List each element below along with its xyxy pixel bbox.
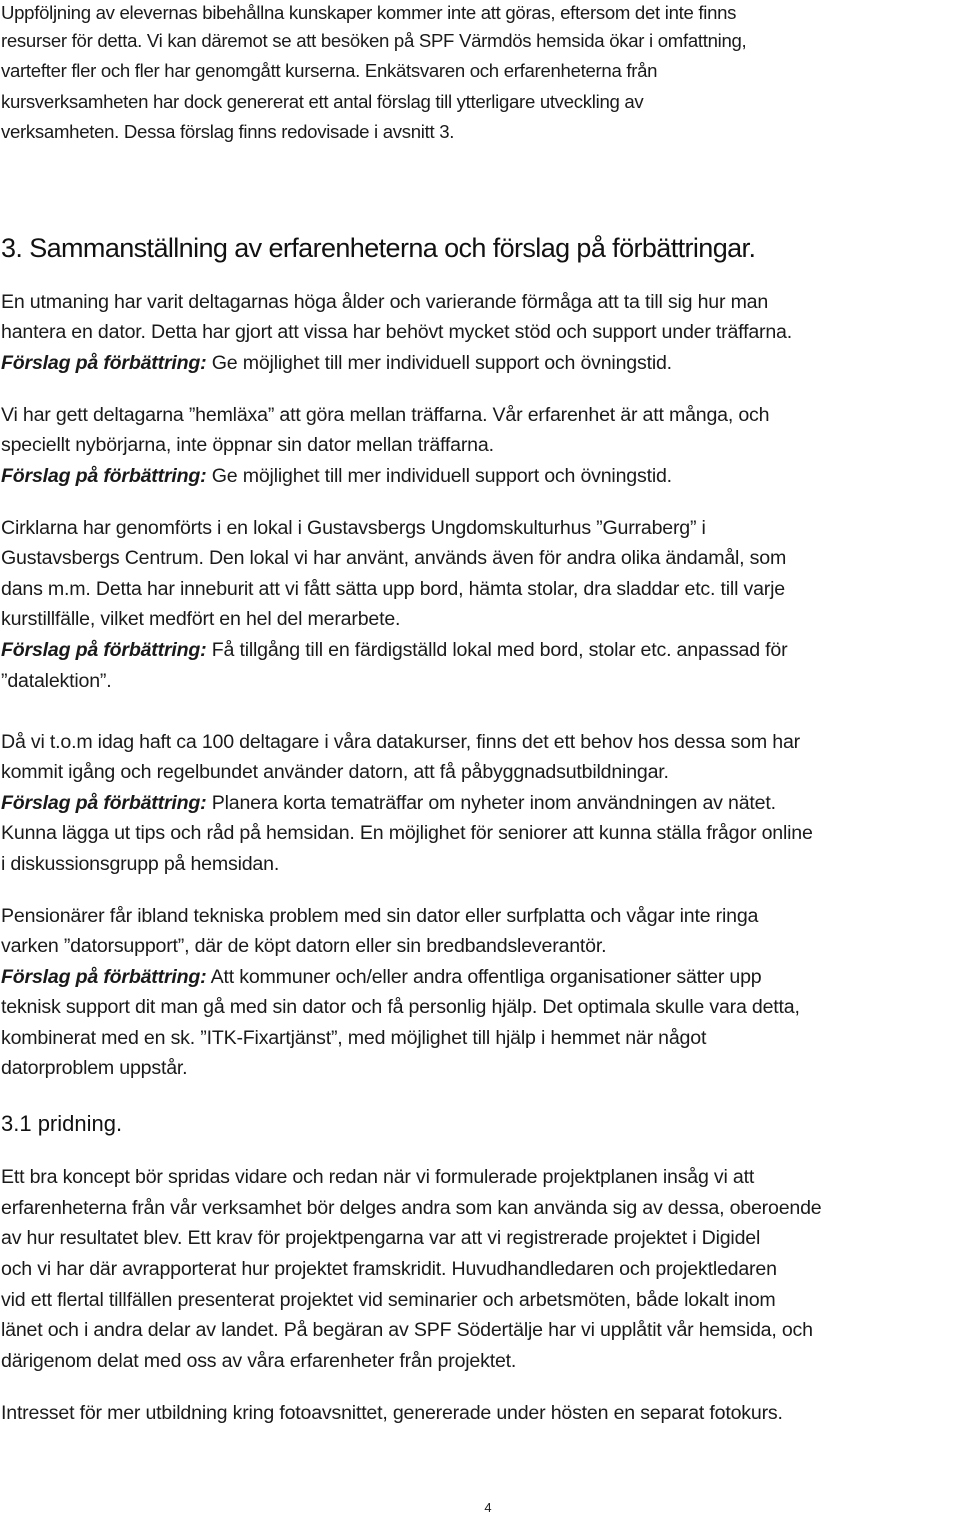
suggestion-label: Förslag på förbättring:: [1, 639, 207, 661]
suggestion-text: Ge möjlighet till mer individuell support och övningstid.: [206, 352, 672, 374]
suggestion-line: [1, 637, 787, 663]
suggestion-line: [1, 790, 776, 816]
suggestion-text: Få tillgång till en färdigställd lokal med bord, stolar etc. anpassad för: [206, 639, 788, 661]
suggestion-label: Förslag på förbättring:: [1, 352, 207, 374]
text-line: kursverksamheten har dock genererat ett antal förslag till ytterligare utveckling av: [1, 91, 644, 112]
suggestion-text: Ge möjlighet till mer individuell support och övningstid.: [206, 465, 672, 487]
text-line: Uppföljning av elevernas bibehållna kunskaper kommer inte att göras, eftersom det inte finns: [1, 2, 737, 23]
closing-paragraph: Intresset för mer utbildning kring fotoavsnittet, genererade under hösten en separat fotokurs.: [1, 1402, 783, 1424]
text-line: Ett bra koncept bör spridas vidare och redan när vi formulerade projektplanen insåg vi att: [1, 1166, 755, 1188]
text-line: En utmaning har varit deltagarnas höga ålder och varierande förmåga att ta till sig hur man: [1, 291, 769, 313]
text-line: hantera en dator. Detta har gjort att vissa har behövt mycket stöd och support under träffarna.: [1, 321, 792, 343]
text-line: teknisk support dit man gå med sin dator och få personlig hjälp. Det optimala skulle vara detta,: [1, 996, 800, 1018]
suggestion-line: [1, 463, 672, 489]
text-line: Cirklarna har genomförts i en lokal i Gustavsbergs Ungdomskulturhus ”Gurraberg” i: [1, 517, 706, 539]
text-line: resurser för detta. Vi kan däremot se att besöken på SPF Värmdös hemsida ökar i omfattning,: [1, 30, 747, 51]
text-line: varken ”datorsupport”, där de köpt datorn eller sin bredbandsleverantör.: [1, 935, 607, 957]
text-line: datorproblem uppstår.: [1, 1057, 188, 1079]
text-line: kommit igång och regelbundet använder datorn, att få påbyggnadsutbildningar.: [1, 761, 669, 783]
suggestion-text: Att kommuner och/eller andra offentliga organisationer sätter upp: [206, 966, 762, 988]
text-line: speciellt nybörjarna, inte öppnar sin dator mellan träffarna.: [1, 434, 494, 456]
text-line: ”datalektion”.: [1, 670, 112, 692]
suggestion-label: Förslag på förbättring:: [1, 966, 207, 988]
text-line: kombinerat med en sk. ”ITK-Fixartjänst”, med möjlighet till hjälp i hemmet när något: [1, 1027, 707, 1049]
text-line: Då vi t.o.m idag haft ca 100 deltagare i våra datakurser, finns det ett behov hos dessa som har: [1, 731, 800, 753]
text-line: därigenom delat med oss av våra erfarenheter från projektet.: [1, 1350, 517, 1372]
text-line: i diskussionsgrupp på hemsidan.: [1, 853, 280, 875]
text-line: vid ett flertal tillfällen presenterat projektet vid seminarier och arbetsmöten, både lokalt inom: [1, 1289, 776, 1311]
subsection-heading: 3.1 pridning.: [1, 1111, 123, 1136]
text-line: Gustavsbergs Centrum. Den lokal vi har använt, används även för andra olika ändamål, som: [1, 547, 787, 569]
suggestion-line: [1, 964, 762, 990]
suggestion-label: Förslag på förbättring:: [1, 465, 207, 487]
text-line: Pensionärer får ibland tekniska problem med sin dator eller surfplatta och vågar inte ringa: [1, 905, 759, 927]
text-line: kurstillfälle, vilket medfört en hel del merarbete.: [1, 608, 401, 630]
text-line: Kunna lägga ut tips och råd på hemsidan. En möjlighet för seniorer att kunna ställa frågor online: [1, 822, 813, 844]
text-line: och vi har där avrapporterat hur projektet framskridit. Huvudhandledaren och projektledaren: [1, 1258, 777, 1280]
suggestion-label: Förslag på förbättring:: [1, 792, 207, 814]
page-number: 4: [484, 1500, 492, 1515]
text-line: erfarenheterna från vår verksamhet bör delges andra som kan använda sig av dessa, oberoende: [1, 1197, 822, 1219]
suggestion-line: [1, 350, 672, 376]
text-line: av hur resultatet blev. Ett krav för projektpengarna var att vi registrerade projektet i Digidel: [1, 1227, 761, 1249]
section-heading: 3. Sammanställning av erfarenheterna och förslag på förbättringar.: [1, 233, 756, 263]
suggestion-text: Planera korta tematräffar om nyheter inom användningen av nätet.: [206, 792, 776, 814]
text-line: dans m.m. Detta har inneburit att vi fått sätta upp bord, hämta stolar, dra sladdar etc. till varje: [1, 578, 785, 600]
text-line: vartefter fler och fler har genomgått kurserna. Enkätsvaren och erfarenheterna från: [1, 60, 658, 81]
text-line: verksamheten. Dessa förslag finns redovisade i avsnitt 3.: [1, 121, 455, 142]
text-line: Vi har gett deltagarna ”hemläxa” att göra mellan träffarna. Vår erfarenhet är att många, och: [1, 404, 770, 426]
text-line: länet och i andra delar av landet. På begäran av SPF Södertälje har vi upplåtit vår hemsida, och: [1, 1319, 813, 1341]
